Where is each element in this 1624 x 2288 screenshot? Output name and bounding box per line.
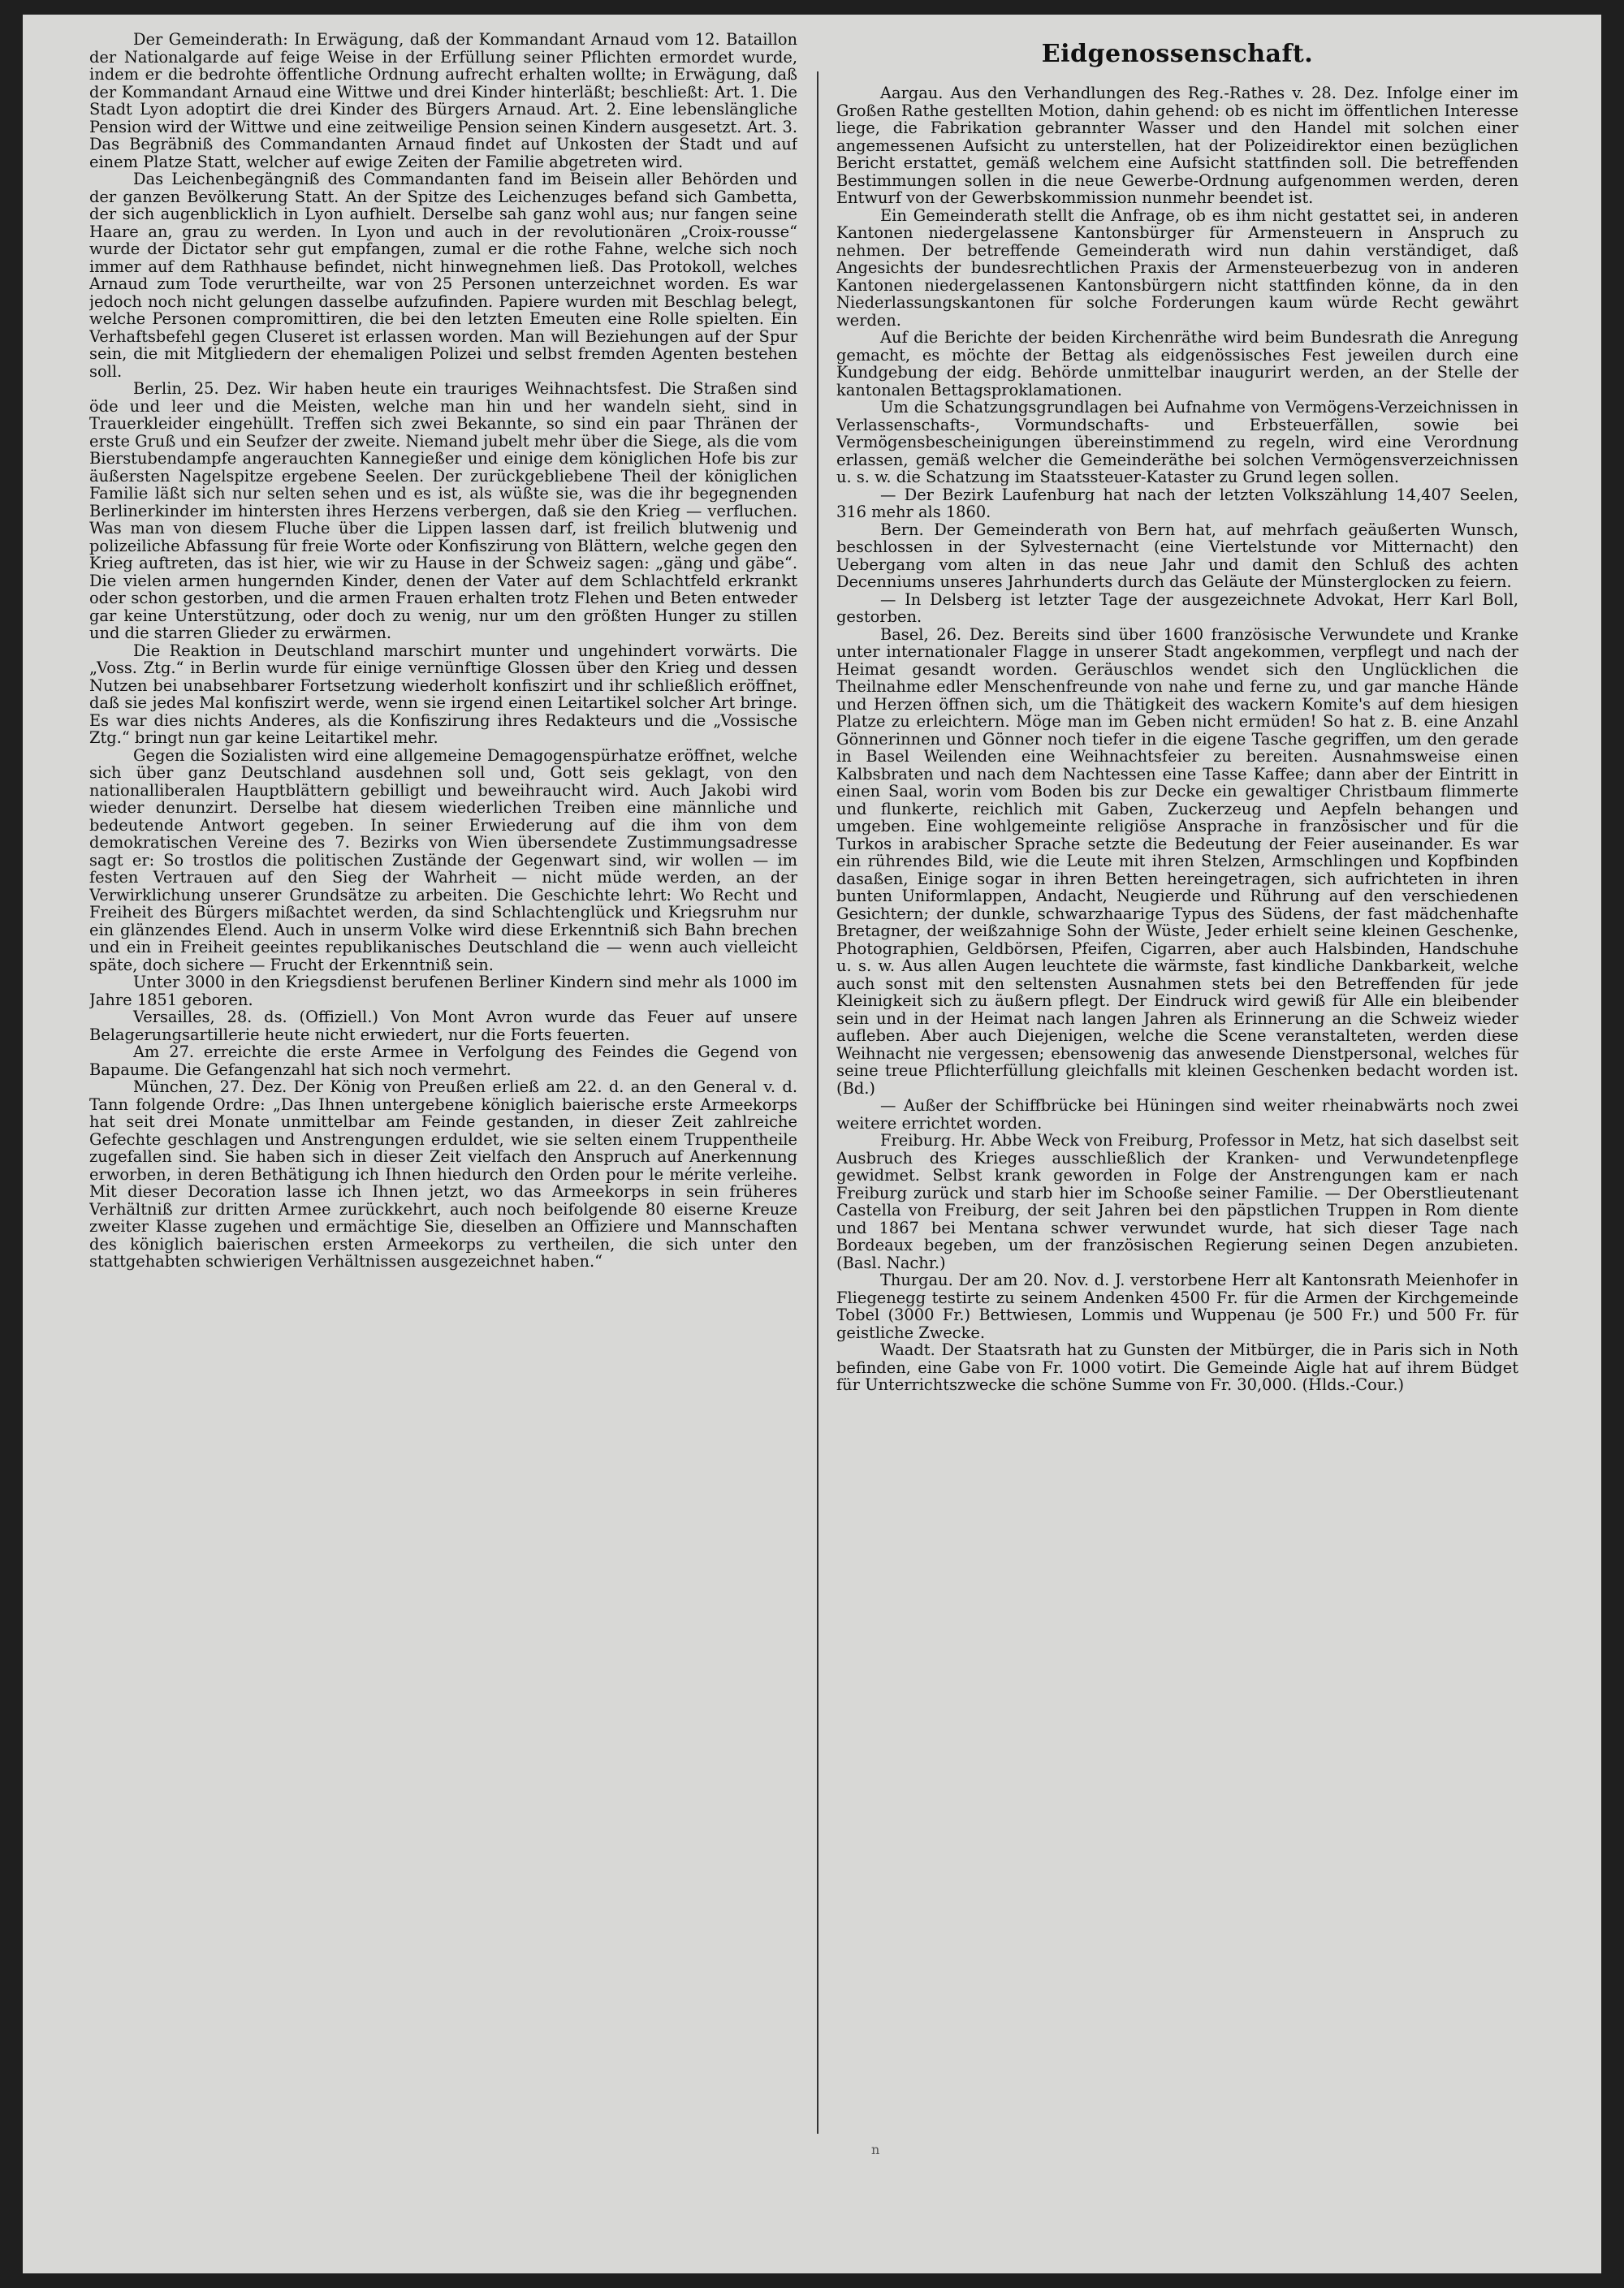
article-paragraph: — In Delsberg ist letzter Tage der ausgezeichnete Advokat, Herr Karl Boll, gestorben. bbox=[836, 589, 1518, 626]
article-paragraph: Basel, 26. Dez. Bereits sind über 1600 französische Verwundete und Kranke unter internationaler Flagge in unserer Stadt angekommen, verpflegt und nach der Heimat gesandt worden. Geräuschlos wendet sich den Unglücklichen die Theilnahme edler Menschenfreunde von nahe und ferne zu, und gar manche Hände und Herzen öffnen sich, um die Thätigkeit des wackern Komite's auf dem hiesigen Platze zu erleichtern. Möge man im Geben nicht ermüden! So hat z. B. eine Anzahl Gönnerinnen und Gönner noch tiefer in die eigene Tasche gegriffen, um den gerade in Basel Weilenden eine Weihnachtsfeier zu bereiten. Ausnahmsweise einen Kalbsbraten und nach dem Nachtessen eine Tasse Kaffee; dann aber der Eintritt in einen Saal, worin vom Boden bis zur Decke ein gewaltiger Christbaum flimmerte und flunkerte, reichlich mit Gaben, Zuckerzeug und Aepfeln behangen und umgeben. Eine wohlgemeinte religiöse Ansprache in französischer und für die Turkos in arabischer Sprache setzte die Bedeutung der Feier auseinander. Es war ein rührendes Bild, wie die Leute mit ihren Stelzen, Armschlingen und Kopfbinden dasaßen, Einige sogar in ihren Betten hereingetragen, sich aufrichteten in ihren bunten Uniformlappen, Andacht, Neugierde und Rührung auf den verschiedenen Gesichtern; der dunkle, schwarzhaarige Typus des Südens, der fast mädchenhafte Bretagner, der weißzahnige Sohn der Wüste, Jeder erhielt seine kleinen Geschenke, Photographien, Geldbörsen, Pfeifen, Cigarren, aber auch Halsbinden, Handschuhe u. s. w. Aus allen Augen leuchtete die wärmste, fast kindliche Dankbarkeit, welche auch sonst mit den seltensten Ausnahmen stets bei den Betreffenden für jede Kleinigkeit sich zu äußern pflegt. Der Eindruck wird gewiß für Alle ein bleibender sein und in der Heimat nach langen Jahren als Erinnerung an die Schweiz wieder aufleben. Aber auch Diejenigen, welche die Scene veranstalteten, werden diese Weihnacht nie vergessen; ebensowenig das anwesende Dienstpersonal, welches für seine treue Pflichterfüllung gleichfalls mit kleinen Geschenken bedacht worden ist. (Bd.) bbox=[836, 624, 1518, 1098]
article-paragraph: Gegen die Sozialisten wird eine allgemeine Demagogenspürhatze eröffnet, welche sich über ganz Deutschland ausdehnen soll und, Gott seis geklagt, von den nationalliberalen Hauptblättern gebilligt und beweihraucht wird. Auch Jakobi wird wieder denunzirt. Derselbe hat diesem wiederlichen Treiben eine männliche und bedeutende Antwort gegeben. In seiner Erwiederung auf die ihm von dem demokratischen Vereine des 7. Bezirks von Wien übersendete Zustimmungsadresse sagt er: So trostlos die politischen Zustände der Gegenwart sind, wir wollen — im festen Vertrauen auf den Sieg der Wahrheit — nicht müde werden, an der Verwirklichung unserer Grundsätze zu arbeiten. Die Geschichte lehrt: Wo Recht und Freiheit des Bürgers mißachtet werden, da sind Schlachtenglück und Kriegsruhm nur ein glänzendes Elend. Auch in unserm Volke wird diese Erkenntniß sich Bahn brechen und ein in Freiheit geeintes republikanisches Deutschland die — wenn auch vielleicht späte, doch sichere — Frucht der Erkenntniß sein. bbox=[89, 745, 797, 974]
article-paragraph: Ein Gemeinderath stellt die Anfrage, ob es ihm nicht gestattet sei, in anderen Kantonen niedergelassene Kantonsbürger für Armensteuern in Anspruch zu nehmen. Der betreffende Gemeinderath wird nun dahin verständiget, daß Angesichts der bundesrechtlichen Praxis der Armensteuerbezug von in anderen Kantonen niedergelassenen Kantonsbürgern nicht stattfinden könne, da in den Niederlassungskantonen für solche Forderungen kaum würde Recht gewährt werden. bbox=[836, 205, 1518, 330]
article-paragraph: Am 27. erreichte die erste Armee in Verfolgung des Feindes die Gegend von Bapaume. Die Gefangenzahl hat sich noch vermehrt. bbox=[89, 1043, 797, 1079]
article-paragraph: Um die Schatzungsgrundlagen bei Aufnahme von Vermögens-Verzeichnissen in Verlassenschafts-, Vormundschafts- und Erbsteuerfällen, sowie bei Vermögensbescheinigungen übereinstimmend zu regeln, wird eine Verordnung erlassen, gemäß welcher die Gemeinderäthe bei solchen Vermögensverzeichnissen u. s. w. die Schatzung im Staatssteuer-Kataster zu Grund legen sollen. bbox=[836, 398, 1518, 486]
column-divider bbox=[817, 71, 818, 2134]
left-column bbox=[89, 31, 797, 2109]
newspaper-page bbox=[23, 15, 1601, 2273]
article-paragraph: — Der Bezirk Laufenburg hat nach der letzten Volkszählung 14,407 Seelen, 316 mehr als 1860. bbox=[836, 485, 1518, 521]
article-paragraph: Freiburg. Hr. Abbe Weck von Freiburg, Professor in Metz, hat sich daselbst seit Ausbruch des Krieges ausschließlich der Kranken- und Verwundetenpflege gewidmet. Selbst krank geworden in Folge der Anstrengungen kam er nach Freiburg zurück und starb hier im Schooße seiner Familie. — Der Oberstlieutenant Castella von Freiburg, der seit Jahren bei den päpstlichen Truppen in Rom diente und 1867 bei Mentana schwer verwundet wurde, hat sich dieser Tage nach Bordeaux begeben, um der französischen Regierung seinen Degen anzubieten. (Basl. Nachr.) bbox=[836, 1131, 1518, 1272]
article-paragraph: Thurgau. Der am 20. Nov. d. J. verstorbene Herr alt Kantonsrath Meienhofer in Fliegenegg testirte zu seinem Andenken 4500 Fr. für die Armen der Kirchgemeinde Tobel (3000 Fr.) Bettwiesen, Lommis und Wuppenau (je 500 Fr.) und 500 Fr. für geistliche Zwecke. bbox=[836, 1271, 1518, 1342]
article-paragraph: München, 27. Dez. Der König von Preußen erließ am 22. d. an den General v. d. Tann folgende Ordre: „Das Ihnen untergebene königlich baierische erste Armeekorps hat seit drei Monate unmittelbar am Feinde gestanden, in dieser Zeit zahlreiche Gefechte geschlagen und Anstrengungen erduldet, wie sie selten einem Truppentheile zugefallen sind. Sie haben sich in dieser Zeit vielfach den Anspruch auf Anerkennung erworben, in deren Bethätigung ich Ihnen hiedurch den Orden pour le mérite verleihe. Mit dieser Decoration lasse ich Ihnen jetzt, wo das Armeekorps in sein früheres Verhältniß zur dritten Armee zurückkehrt, auch noch beifolgende 80 eiserne Kreuze zweiter Klasse zugehen und ermächtige Sie, dieselben an Offiziere und Mannschaften des königlich baierischen ersten Armeekorps zu vertheilen, die sich unter den stattgehabten schwierigen Verhältnissen ausgezeichnet haben.“ bbox=[89, 1077, 797, 1271]
article-paragraph: — Außer der Schiffbrücke bei Hüningen sind weiter rheinabwärts noch zwei weitere errichtet worden. bbox=[836, 1096, 1518, 1133]
article-paragraph: Aargau. Aus den Verhandlungen des Reg.-Rathes v. 28. Dez. Infolge einer im Großen Rathe gestellten Motion, dahin gehend: ob es nicht im öffentlichen Interesse liege, die Fabrikation gebrannter Wasser und den Handel mit solchen einer angemessenen Aufsicht zu unterstellen, hat der Polizeidirektor einen bezüglichen Bericht erstattet, gemäß welchem eine Aufsicht stattfinden soll. Die betreffenden Bestimmungen sollen in die neue Gewerbe-Ordnung aufgenommen werden, deren Entwurf von der Gewerbskommission nunmehr beendet ist. bbox=[836, 84, 1518, 207]
article-paragraph: Versailles, 28. ds. (Offiziell.) Von Mont Avron wurde das Feuer auf unsere Belagerungsartillerie heute nicht erwiedert, nur die Forts feuerten. bbox=[89, 1008, 797, 1044]
right-column bbox=[836, 31, 1518, 2109]
bottom-page-mark: n bbox=[871, 2142, 880, 2157]
article-paragraph: Auf die Berichte der beiden Kirchenräthe wird beim Bundesrath die Anregung gemacht, es möchte der Bettag als eidgenössisches Fest jeweilen durch eine Kundgebung der eidg. Behörde unmittelbar inaugurirt werden, an der Stelle der kantonalen Bettagsproklamationen. bbox=[836, 328, 1518, 399]
article-paragraph: Die Reaktion in Deutschland marschirt munter und ungehindert vorwärts. Die „Voss. Ztg.“ in Berlin wurde für einige vernünftige Glossen über den Krieg und dessen Nutzen bei unabsehbarer Fortsetzung wiederholt konfiszirt und ihr schließlich eröffnet, daß sie jedes Mal konfiszirt werde, wenn sie irgend einen Leitartikel solcher Art bringe. Es war dies nichts Anderes, als die Konfiszirung ihres Redakteurs und die „Vossische Ztg.“ bringt nun gar keine Leitartikel mehr. bbox=[89, 641, 797, 747]
article-paragraph: Waadt. Der Staatsrath hat zu Gunsten der Mitbürger, die in Paris sich in Noth befinden, eine Gabe von Fr. 1000 votirt. Die Gemeinde Aigle hat auf ihrem Büdget für Unterrichtszwecke die schöne Summe von Fr. 30,000. (Hlds.-Cour.) bbox=[836, 1340, 1518, 1394]
article-paragraph: Das Leichenbegängniß des Commandanten fand im Beisein aller Behörden und der ganzen Bevölkerung Statt. An der Spitze des Leichenzuges befand sich Gambetta, der sich augenblicklich in Lyon aufhielt. Derselbe sah ganz wohl aus; nur fangen seine Haare an, grau zu werden. In Lyon und auch in der revolutionären „Croix-rousse“ wurde der Dictator sehr gut empfangen, zumal er die rothe Fahne, welche sich noch immer auf dem Rathhause befindet, nicht hinwegnehmen ließ. Das Protokoll, welches Arnaud zum Tode verurtheilte, war von 25 Personen unterzeichnet worden. Es war jedoch noch nicht gelungen dasselbe aufzufinden. Papiere wurden mit Beschlag belegt, welche Personen compromittiren, die bei den letzten Emeuten eine Rolle spielten. Ein Verhaftsbefehl gegen Cluseret ist erlassen worden. Man will Beziehungen auf der Spur sein, die mit Mitgliedern der ehemaligen Polizei und selbst fremden Agenten bestehen soll. bbox=[89, 170, 797, 381]
article-paragraph: Unter 3000 in den Kriegsdienst berufenen Berliner Kindern sind mehr als 1000 im Jahre 1851 geboren. bbox=[89, 973, 797, 1009]
article-paragraph: Berlin, 25. Dez. Wir haben heute ein trauriges Weihnachtsfest. Die Straßen sind öde und leer und die Meisten, welche man hin und her wandeln sieht, sind in Trauerkleider eingehüllt. Treffen sich zwei Bekannte, so sind ein paar Thränen der erste Gruß und ein Seufzer der zweite. Niemand jubelt mehr über die Siege, als die vom Bierstubendampfe angerauchten Kannegießer und einige dem königlichen Hofe bis zur äußersten Nagelspitze ergebene Seelen. Der zurückgebliebene Theil der königlichen Familie läßt sich nur selten sehen und es ist, als wüßte sie, was die ihr begegnenden Berlinerkinder im hintersten ihres Herzens verbergen, daß sie den Krieg — verfluchen. Was man von diesem Fluche über die Lippen lassen darf, ist freilich blutwenig und polizeiliche Abfassung für freie Worte oder Konfiszirung von Blättern, welche gegen den Krieg auftreten, das ist hier, wie wir zu Hause in der Schweiz sagen: „gäng und gäbe“. Die vielen armen hungernden Kinder, denen der Vater auf dem Schlachtfeld erkrankt oder schon gestorben, und die armen Frauen erhalten trotz Flehen und Beten entweder gar keine Unterstützung, oder doch zu wenig, nur um den größten Hunger zu stillen und die starren Glieder zu erwärmen. bbox=[89, 379, 797, 642]
article-paragraph: Der Gemeinderath: In Erwägung, daß der Kommandant Arnaud vom 12. Bataillon der Nationalgarde auf feige Weise in der Erfüllung seiner Pflichten ermordet wurde, indem er die bedrohte öffentliche Ordnung aufrecht erhalten wollte; in Erwägung, daß der Kommandant Arnaud eine Wittwe und drei Kinder hinterläßt; beschließt: Art. 1. Die Stadt Lyon adoptirt die drei Kinder des Bürgers Arnaud. Art. 2. Eine lebenslängliche Pension wird der Wittwe und eine zeitweilige Pension seinen Kindern ausgesetzt. Art. 3. Das Begräbniß des Commandanten Arnaud findet auf Unkosten der Stadt und auf einem Platze Statt, welcher auf ewige Zeiten der Familie abgetreten wird. bbox=[89, 31, 797, 171]
section-heading: Eidgenossenschaft. bbox=[1041, 40, 1314, 68]
article-paragraph: Bern. Der Gemeinderath von Bern hat, auf mehrfach geäußerten Wunsch, beschlossen in der Sylvesternacht (eine Viertelstunde vor Mitternacht) den Uebergang vom alten in das neue Jahr und damit den Schluß des achten Decenniums unseres Jahrhunderts durch das Geläute der Münsterglocken zu feiern. bbox=[836, 520, 1518, 591]
